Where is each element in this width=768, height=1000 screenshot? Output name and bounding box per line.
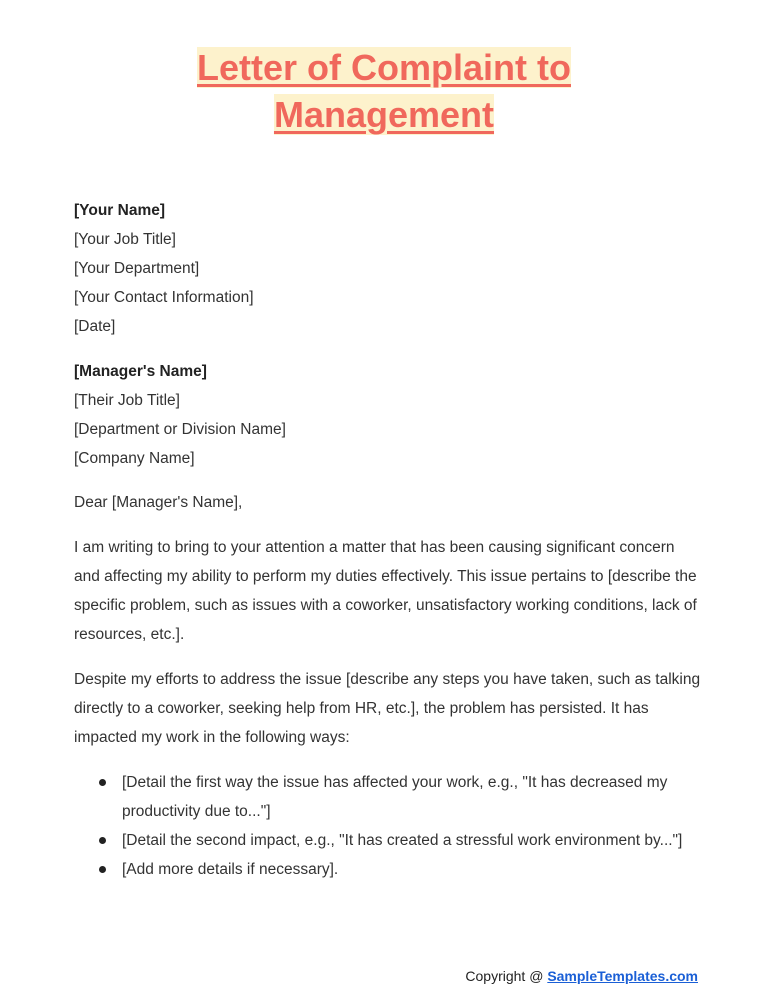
- impact-list: [74, 768, 704, 884]
- list-item: [Add more details if necessary].: [74, 855, 704, 884]
- sender-name: [Your Name]: [74, 202, 166, 219]
- copyright-footer: [465, 966, 698, 986]
- sender-contact: [Your Contact Information]: [74, 289, 254, 306]
- salutation: Dear [Manager's Name],: [74, 494, 243, 511]
- sender-department: [Your Department]: [74, 260, 200, 277]
- recipient-name: [Manager's Name]: [74, 363, 207, 380]
- letter-date: [Date]: [74, 318, 116, 335]
- paragraph-1: I am writing to bring to your attention a matter that has been causing significant concern and affecting my ability to perform my duties effectively. This issue pertains to [describe the specific problem, such as issues with a coworker, unsatisfactory working conditions, lack of resources, etc.].: [74, 539, 697, 643]
- sender-job-title: [Your Job Title]: [74, 231, 176, 248]
- recipient-block: [74, 357, 704, 473]
- title-block: [0, 44, 768, 138]
- list-item: [Detail the first way the issue has affected your work, e.g., "It has decreased my productivity due to..."]: [74, 768, 704, 826]
- copyright-prefix: Copyright @: [465, 968, 548, 984]
- recipient-department: [Department or Division Name]: [74, 421, 286, 438]
- page-title-line-1: Letter of Complaint to: [197, 47, 571, 88]
- list-item: [Detail the second impact, e.g., "It has created a stressful work environment by..."]: [74, 826, 704, 855]
- recipient-job-title: [Their Job Title]: [74, 392, 180, 409]
- page-title-line-2: Management: [273, 94, 495, 135]
- sampletemplates-link[interactable]: SampleTemplates.com: [547, 968, 698, 984]
- paragraph-2: Despite my efforts to address the issue [describe any steps you have taken, such as talking directly to a coworker, seeking help from HR, etc.], the problem has persisted. It has impacted my work in the following ways:: [74, 671, 701, 746]
- recipient-company: [Company Name]: [74, 450, 195, 467]
- sender-block: [74, 196, 704, 341]
